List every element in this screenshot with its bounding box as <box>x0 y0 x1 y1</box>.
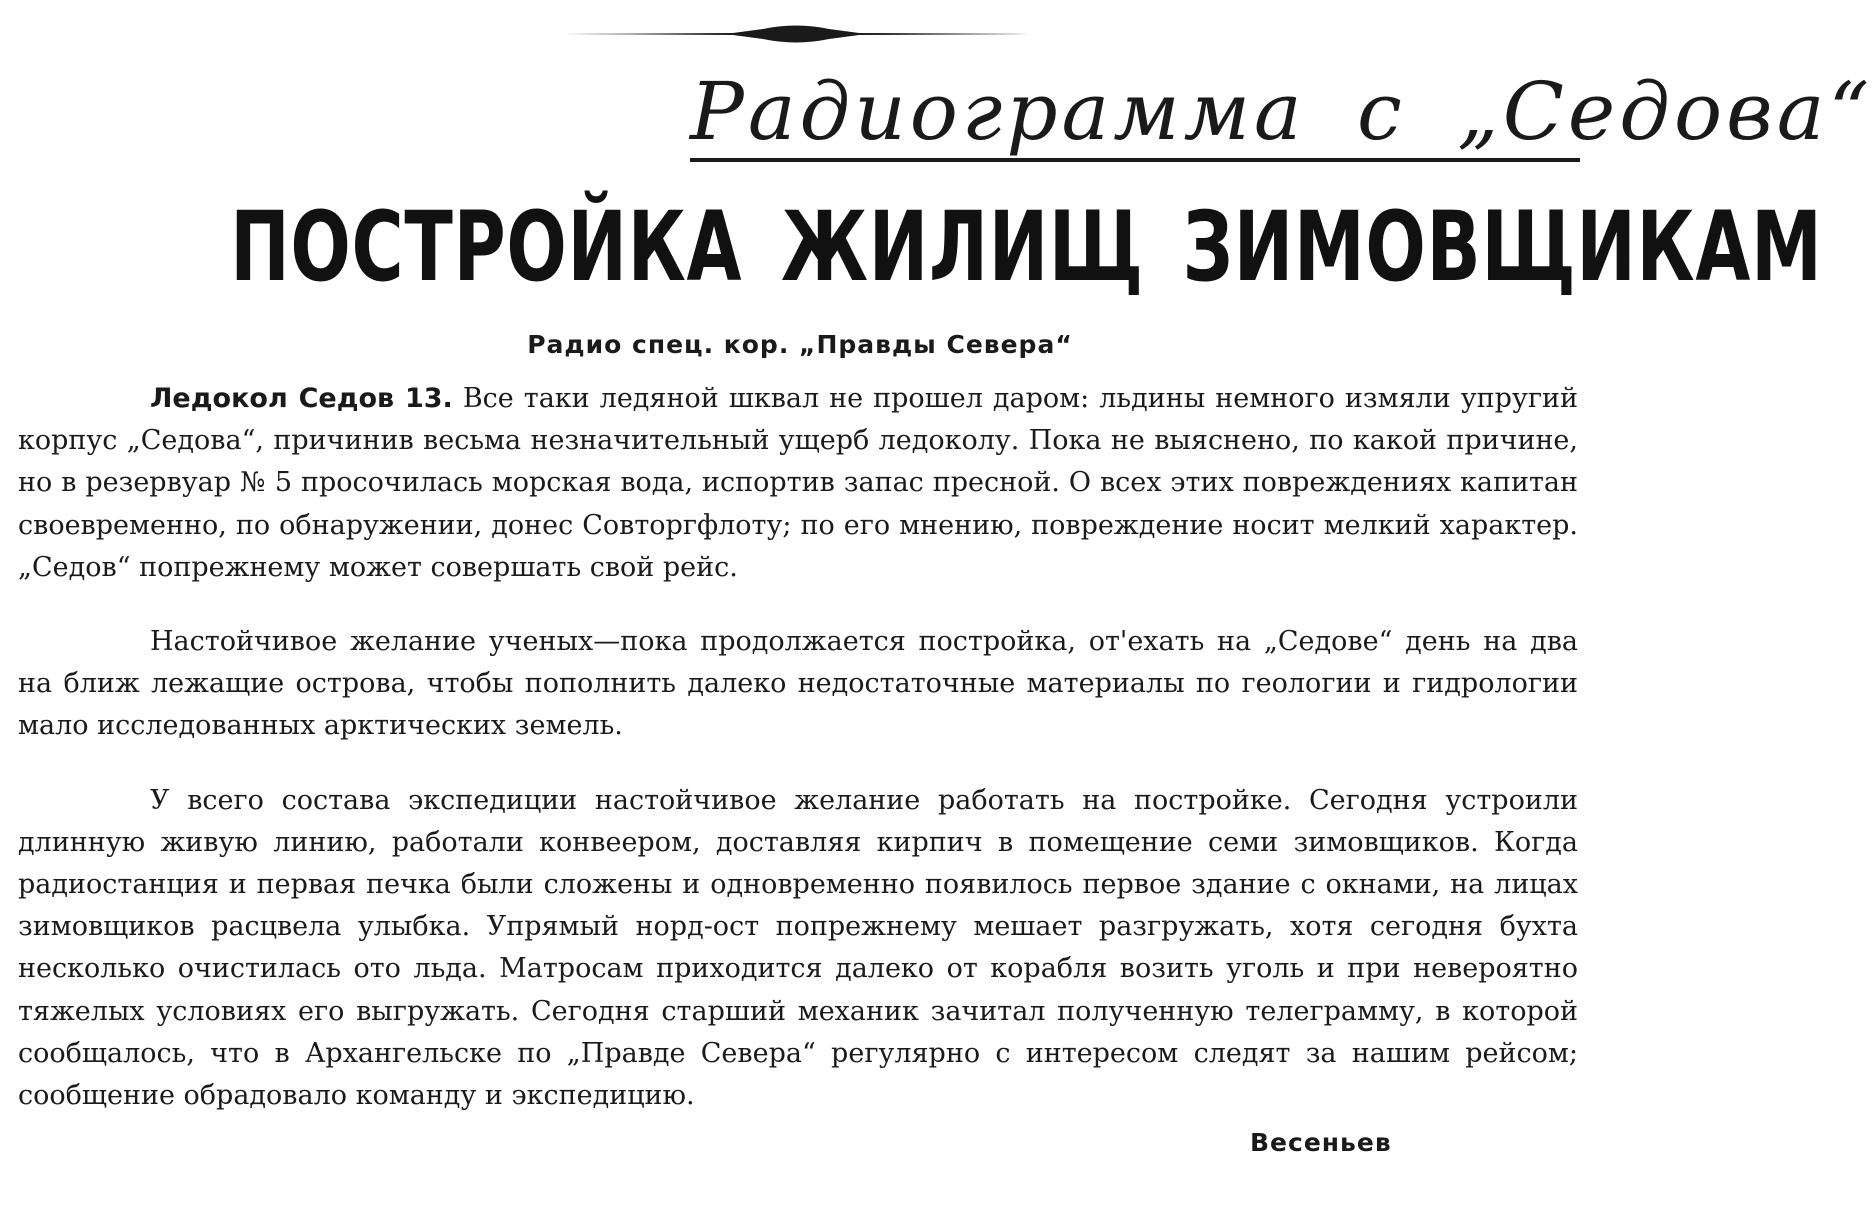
article-body <box>18 378 1578 1117</box>
author-signature: Весеньев <box>1250 1128 1392 1157</box>
kicker-title: Радиограмма с „Седова“ <box>690 65 1873 158</box>
dateline: Ледокол Седов 13. <box>150 383 453 414</box>
article-paragraph: У всего состава экспедиции настойчивое желание работать на постройке. Сегодня устроили длинную живую линию, работали конвеером, доставляя кирпич в помещение семи зимовщиков. Когда радиостанция и первая печка были сложены и одновременно появилось первое здание с окнами, на лицах зимовщиков расцвела улыбка. Упрямый норд-ост попрежнему мешает разгружать, хотя сегодня бухта несколько очистилась ото льда. Матросам приходится далеко от корабля возить уголь и при невероятно тяжелых условиях его выгружать. Сегодня старший механик зачитал полученную телеграмму, в которой сообщалось, что в Архангельске по „Правде Севера“ регулярно с интересом следят за нашим рейсом; сообщение обрадовало команду и экспедицию. <box>18 784 1578 1112</box>
byline: Радио спец. кор. „Правды Севера“ <box>527 330 1073 359</box>
decorative-diamond-rule <box>563 14 1029 54</box>
kicker-underline <box>690 158 1580 162</box>
article-paragraph <box>18 378 1578 589</box>
paragraph-text: Все таки ледяной шквал не прошел даром: льдины немного измяли упругий корпус „Седова“, причинив весьма незначительный ущерб ледоколу. Пока не выяснено, по какой причине, но в резервуар № 5 просочилась морская вода, испортив запас пресной. О всех этих повреждениях капитан своевременно, по обнаружении, донес Совторгфлоту; по его мнению, повреждение носит мелкий характер. „Седов“ попрежнему может совершать свой рейс. <box>18 383 1578 583</box>
article-paragraph: Настойчивое желание ученых—пока продолжается постройка, от'ехать на „Седове“ день на два на ближ лежащие острова, чтобы пополнить далеко недостаточные материалы по геологии и гидрологии мало исследованных арктических земель. <box>18 626 1578 742</box>
kicker-block <box>690 62 1873 172</box>
headline: ПОСТРОЙКА ЖИЛИЩ ЗИМОВЩИКАМ <box>230 191 1823 303</box>
